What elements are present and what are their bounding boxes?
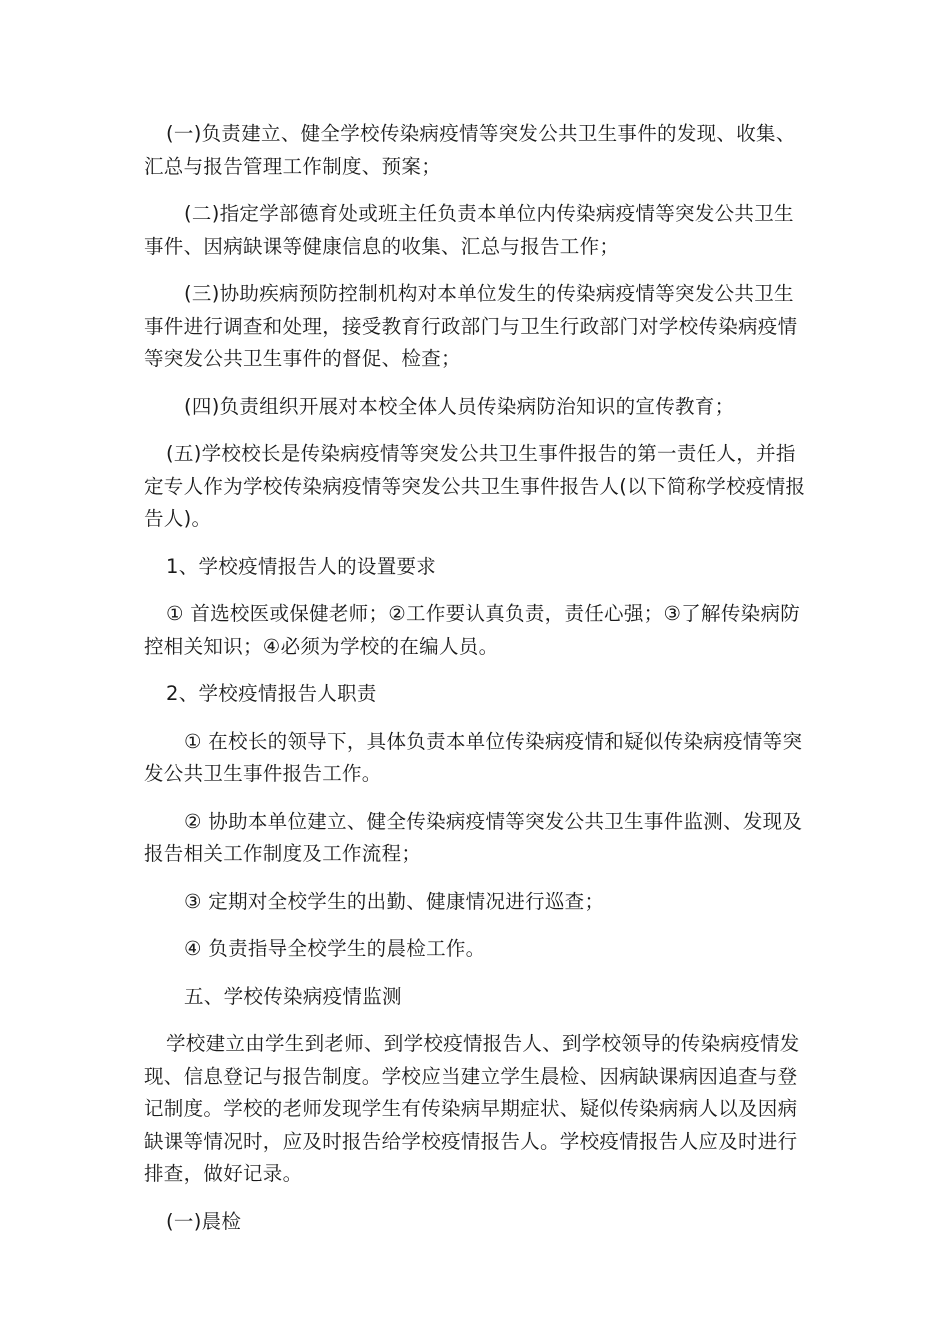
- paragraph-responsibility-1: (一)负责建立、健全学校传染病疫情等突发公共卫生事件的发现、收集、汇总与报告管理工作制度、预案；: [144, 122, 796, 178]
- paragraph-responsibility-2: (二)指定学部德育处或班主任负责本单位内传染病疫情等突发公共卫生事件、因病缺课等健康信息的收集、汇总与报告工作；: [144, 202, 794, 258]
- subheading-reporter-duties: 2、学校疫情报告人职责: [166, 682, 377, 705]
- document-page: [144, 118, 808, 1238]
- paragraph-responsibility-4: (四)负责组织开展对本校全体人员传染病防治知识的宣传教育；: [184, 394, 735, 418]
- subheading-reporter-requirements: 1、学校疫情报告人的设置要求: [166, 554, 437, 578]
- subheading-morning-check: (一)晨检: [166, 1209, 242, 1233]
- paragraph-duty-1: ① 在校长的领导下，具体负责本单位传染病疫情和疑似传染病疫情等突发公共卫生事件报告工作。: [144, 729, 803, 785]
- paragraph-duty-4: ④ 负责指导全校学生的晨检工作。: [184, 937, 486, 960]
- paragraph-monitoring-system: 学校建立由学生到老师、到学校疫情报告人、到学校领导的传染病疫情发现、信息登记与报告制度。学校应当建立学生晨检、因病缺课病因追查与登记制度。学校的老师发现学生有传染病早期症状、疑似传染病病人以及因病缺课等情况时，应及时报告给学校疫情报告人。学校疫情报告人应及时进行排查，做好记录。: [144, 1032, 800, 1185]
- paragraph-duty-2: ② 协助本单位建立、健全传染病疫情等突发公共卫生事件监测、发现及报告相关工作制度及工作流程；: [144, 809, 803, 865]
- paragraph-responsibility-3: (三)协助疾病预防控制机构对本单位发生的传染病疫情等突发公共卫生事件进行调查和处理，接受教育行政部门与卫生行政部门对学校传染病疫情等突发公共卫生事件的督促、检查；: [144, 282, 798, 370]
- section-heading-monitoring: 五、学校传染病疫情监测: [184, 984, 402, 1008]
- paragraph-duty-3: ③ 定期对全校学生的出勤、健康情况进行巡查；: [184, 889, 605, 913]
- paragraph-responsibility-5: (五)学校校长是传染病疫情等突发公共卫生事件报告的第一责任人，并指定专人作为学校传染病疫情等突发公共卫生事件报告人(以下简称学校疫情报告人)。: [144, 442, 806, 530]
- paragraph-reporter-requirements: ① 首选校医或保健老师；②工作要认真负责，责任心强；③了解传染病防控相关知识；④必须为学校的在编人员。: [144, 602, 801, 658]
